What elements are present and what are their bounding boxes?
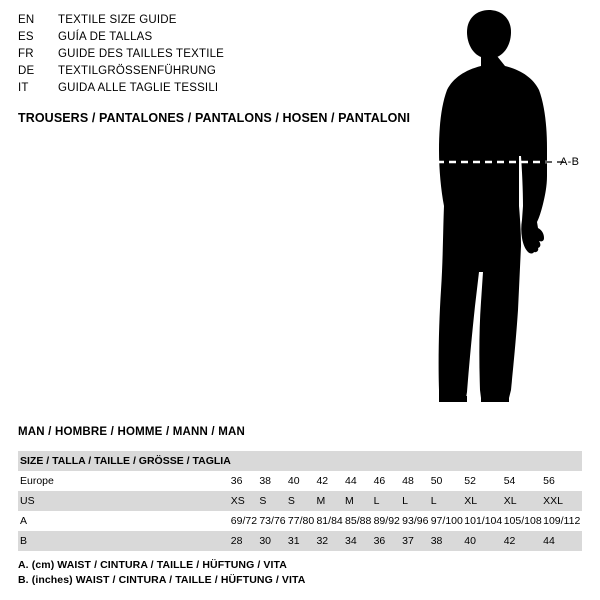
page-title: TROUSERS / PANTALONES / PANTALONS / HOSEN / PANTALONI [18, 111, 411, 125]
language-text: GUIDE DES TAILLES TEXTILE [58, 48, 225, 60]
footnotes [18, 558, 305, 588]
table-row [18, 491, 582, 511]
language-row [18, 14, 418, 31]
cell [345, 451, 374, 471]
cell: 93/96 [402, 515, 429, 527]
table-section-title: MAN / HOMBRE / HOMME / MANN / MAN [18, 426, 246, 438]
cell: 89/92 [373, 515, 400, 527]
cell: 81/84 [316, 515, 343, 527]
cell [504, 451, 543, 471]
cell: 56 [543, 475, 555, 487]
row-label: Europe [20, 475, 54, 487]
cell: 52 [464, 475, 476, 487]
cell: 46 [373, 475, 386, 487]
language-code: IT [18, 82, 29, 94]
cell: 36 [230, 475, 243, 487]
cell [543, 451, 582, 471]
cell: 38 [430, 535, 443, 547]
cell: 50 [430, 475, 443, 487]
cell: 36 [373, 535, 386, 547]
measure-label-ab: A-B [560, 156, 580, 168]
cell [316, 451, 345, 471]
row-label: A [20, 515, 28, 527]
cell: 48 [402, 475, 414, 487]
cell [431, 451, 465, 471]
cell: XXL [543, 495, 563, 507]
language-row [18, 48, 418, 65]
cell [259, 451, 288, 471]
cell [374, 451, 403, 471]
cell: 85/88 [345, 515, 372, 527]
table-row [18, 511, 582, 531]
figure-silhouette [405, 10, 590, 405]
cell: S [259, 495, 267, 507]
cell: L [402, 495, 408, 507]
cell: 77/80 [287, 515, 315, 527]
language-code: ES [18, 31, 34, 43]
cell: 37 [402, 535, 414, 547]
language-text: TEXTILE SIZE GUIDE [58, 14, 177, 26]
cell: XL [464, 495, 478, 507]
cell [464, 451, 503, 471]
cell: 73/76 [259, 515, 286, 527]
row-label: SIZE / TALLA / TAILLE / GRÖSSE / TAGLIA [20, 455, 231, 467]
size-table [18, 451, 582, 551]
table-row [18, 451, 582, 471]
cell: 40 [464, 535, 476, 547]
cell: 40 [287, 475, 300, 487]
language-row [18, 82, 418, 99]
language-code: FR [18, 48, 34, 60]
cell: M [345, 495, 354, 507]
cell: 30 [259, 535, 272, 547]
language-text: GUIDA ALLE TAGLIE TESSILI [58, 82, 219, 94]
language-text: TEXTILGRÖSSENFÜHRUNG [58, 65, 216, 77]
row-label: US [20, 495, 35, 507]
cell: 42 [503, 535, 516, 547]
language-code: EN [18, 14, 35, 26]
man-silhouette-icon [405, 10, 590, 405]
cell: S [287, 495, 295, 507]
footnote-b: B. (inches) WAIST / CINTURA / TAILLE / HÜFTUNG / VITA [18, 574, 306, 586]
cell: 34 [345, 535, 357, 547]
table-row [18, 531, 582, 551]
language-row [18, 65, 418, 82]
cell: 54 [503, 475, 516, 487]
cell: M [316, 495, 326, 507]
cell: XL [503, 495, 517, 507]
cell: 31 [287, 535, 300, 547]
row-label: B [20, 535, 28, 547]
cell: 28 [230, 535, 243, 547]
cell: 105/108 [503, 515, 542, 527]
cell [402, 451, 431, 471]
cell: 97/100 [430, 515, 463, 527]
cell: 44 [345, 475, 357, 487]
cell: L [373, 495, 380, 507]
cell: 69/72 [230, 515, 258, 527]
language-row [18, 31, 418, 48]
language-text: GUÍA DE TALLAS [58, 31, 153, 43]
cell: 42 [316, 475, 329, 487]
cell: 44 [543, 535, 555, 547]
cell [231, 451, 260, 471]
cell [288, 451, 317, 471]
cell: 32 [316, 535, 329, 547]
language-list [18, 14, 418, 99]
table-row [18, 471, 582, 491]
cell: 109/112 [543, 515, 581, 527]
cell: 38 [259, 475, 272, 487]
cell: 101/104 [464, 515, 503, 527]
footnote-a: A. (cm) WAIST / CINTURA / TAILLE / HÜFTUNG / VITA [18, 559, 287, 571]
language-code: DE [18, 65, 35, 77]
cell: XS [230, 495, 245, 507]
cell: L [430, 495, 437, 507]
